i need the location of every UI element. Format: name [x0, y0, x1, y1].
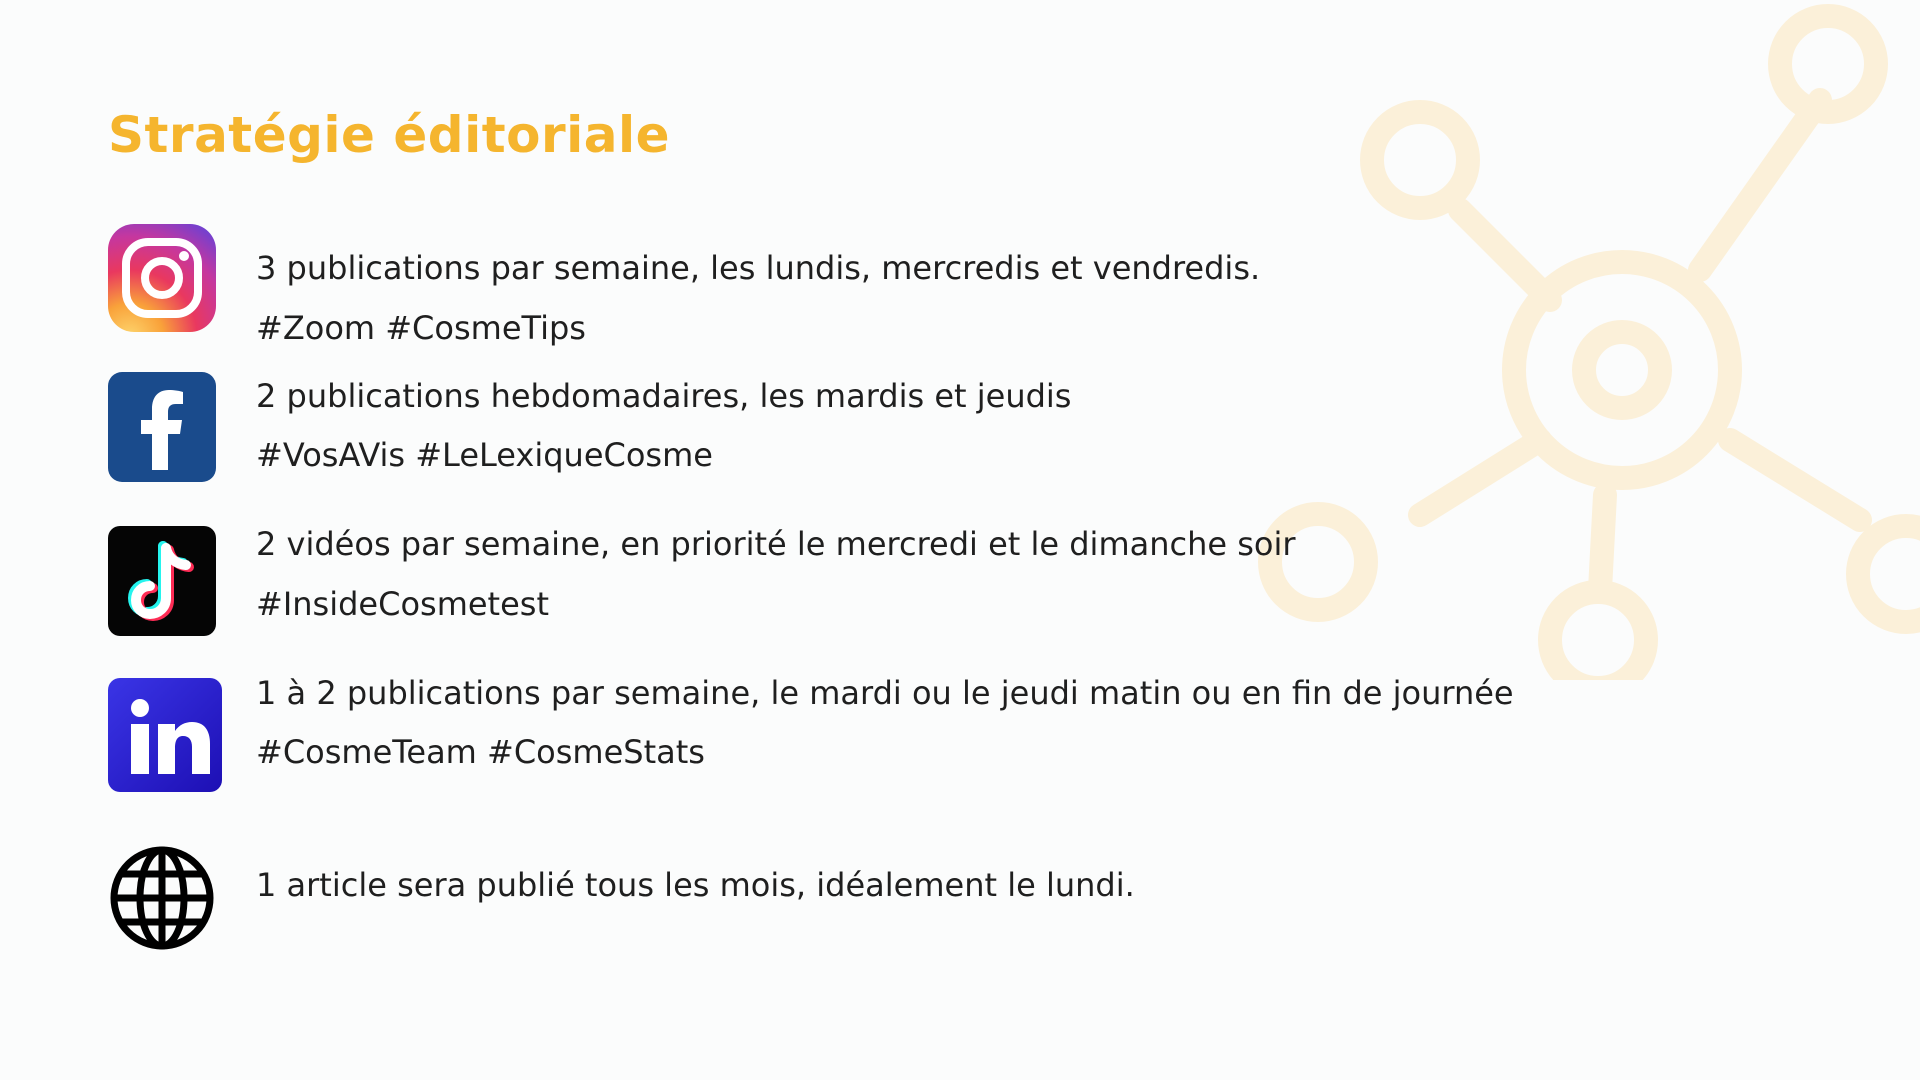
tiktok-hashtags: #InsideCosmetest: [256, 585, 549, 623]
instagram-schedule-text: 3 publications par semaine, les lundis, mercredis et vendredis.: [256, 249, 1261, 287]
network-decoration-icon: [1220, 0, 1920, 680]
linkedin-hashtags: #CosmeTeam #CosmeStats: [256, 733, 705, 771]
tiktok-icon: [108, 526, 216, 636]
facebook-icon: [108, 372, 216, 482]
facebook-schedule-text: 2 publications hebdomadaires, les mardis et jeudis: [256, 377, 1072, 415]
facebook-hashtags: #VosAVis #LeLexiqueCosme: [256, 436, 713, 474]
instagram-icon: [108, 224, 216, 332]
tiktok-schedule-text: 2 vidéos par semaine, en priorité le mercredi et le dimanche soir: [256, 525, 1296, 563]
linkedin-schedule-text: 1 à 2 publications par semaine, le mardi ou le jeudi matin ou en fin de journée: [256, 674, 1514, 712]
globe-icon: [108, 844, 216, 952]
linkedin-icon: [108, 678, 222, 792]
website-schedule-text: 1 article sera publié tous les mois, idéalement le lundi.: [256, 866, 1135, 904]
instagram-hashtags: #Zoom #CosmeTips: [256, 309, 586, 347]
page-title: Stratégie éditoriale: [108, 106, 671, 164]
